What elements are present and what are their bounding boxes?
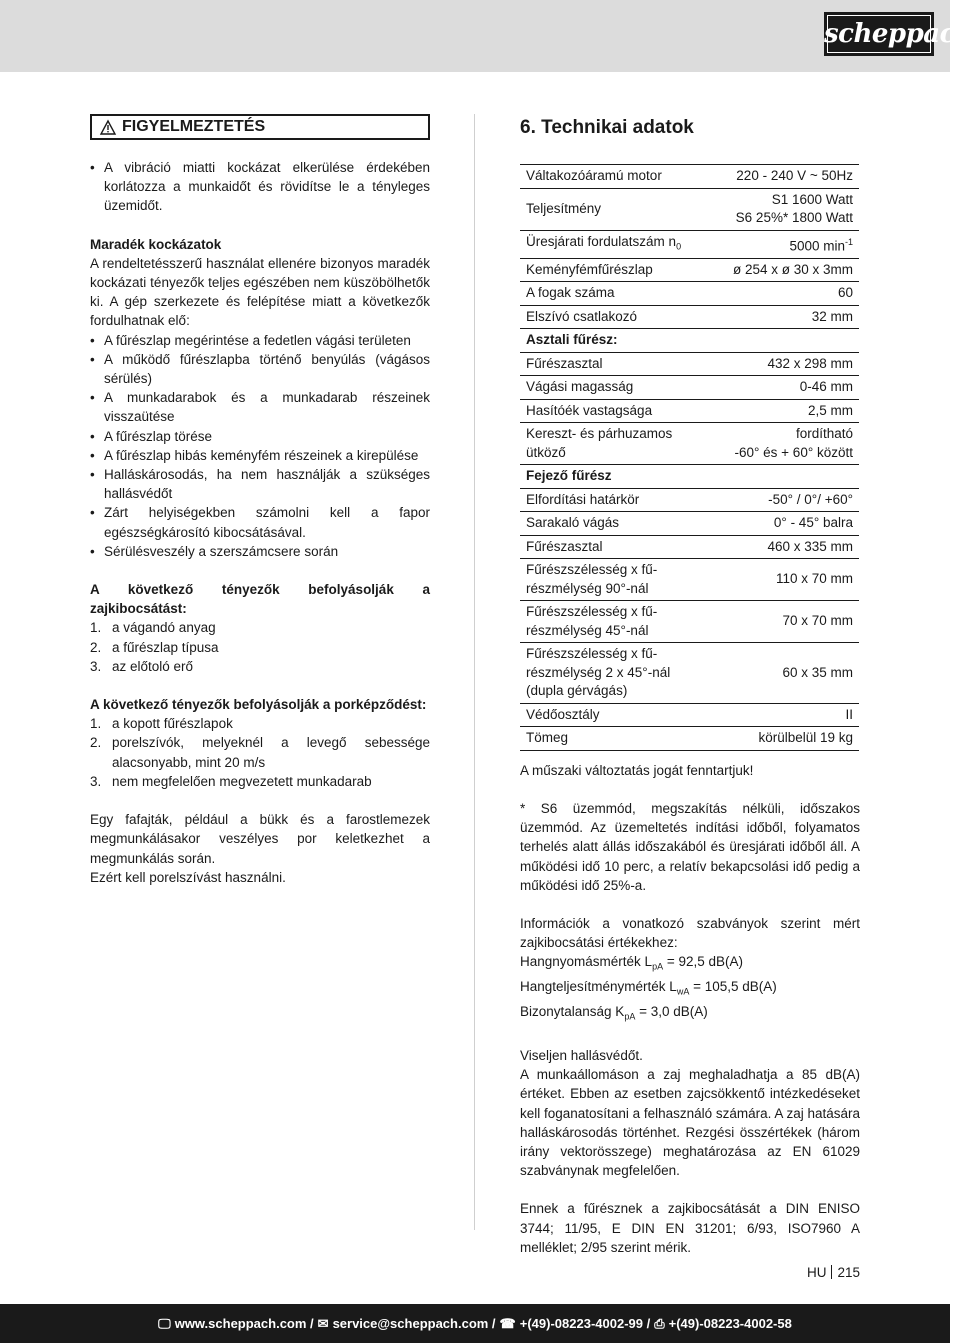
list-item: • Zárt helyiségekben számolni kell a fapor egészségkárosító kibocsátásával. — [90, 503, 430, 541]
section-title: 6. Technikai adatok — [520, 117, 694, 138]
warning-title: FIGYELMEZTETÉS — [122, 118, 266, 136]
spec-value: -50° / 0°/ +60° — [709, 488, 859, 512]
list-item: • Halláskárosodás, ha nem használják a szükséges hallásvédőt — [90, 465, 430, 503]
spec-label: Sarakaló vágás — [520, 512, 709, 536]
noise-factors-heading: A következő tényezők befolyásolják a zajkibocsátást: — [90, 582, 430, 617]
spec-label: Vágási magasság — [520, 376, 709, 400]
spec-label: Teljesítmény — [520, 188, 709, 230]
table-row — [520, 258, 859, 282]
table-row — [520, 165, 859, 189]
table-row — [520, 399, 859, 423]
dust-factors-heading: A következő tényezők befolyásolják a porképződést: — [90, 697, 427, 713]
tech-data-table — [520, 164, 859, 751]
spec-value: 432 x 298 mm — [709, 352, 859, 376]
email-icon: ✉ — [317, 1315, 329, 1331]
noise-line-3: Bizonytalanság $K_{pA} = 3,0$ dB(A) — [520, 1004, 708, 1022]
spec-value: 460 x 335 mm — [709, 535, 859, 559]
warning-triangle-icon — [100, 120, 116, 135]
table-row — [520, 352, 859, 376]
list-item: 3. nem megfelelően megvezetett munkadarab — [90, 773, 372, 789]
spec-label: Tömeg — [520, 727, 709, 751]
column-divider — [474, 114, 475, 1230]
table-row — [520, 535, 859, 559]
table-row — [520, 559, 859, 601]
phone-number: +(49)-08223-4002-99 / — [519, 1316, 651, 1331]
list-item: • Sérülésveszély a szerszámcsere során — [90, 542, 430, 561]
noise-line-2: Hangteljesítménymérték $L_{wA} = 105,5$ dB(A) — [520, 979, 777, 997]
list-item: • A fűrészlap törése — [90, 427, 430, 446]
right-column — [520, 114, 860, 1257]
spec-value: 0° - 45° balra — [709, 512, 859, 536]
noise-intro: Információk a vonatkozó szabványok szerint mért zajkibocsátási értékekhez: — [520, 915, 860, 951]
list-item: 1. a vágandó anyag — [90, 620, 216, 636]
table-row — [520, 305, 859, 329]
spec-label: Elfordítási határkör — [520, 488, 709, 512]
page-number — [780, 1265, 860, 1280]
spec-label: Védőosztály — [520, 703, 709, 727]
table-row — [520, 643, 859, 704]
computer-icon: 🖵 — [158, 1315, 171, 1331]
fax-icon: ⎙ — [654, 1315, 665, 1331]
spec-value: 32 mm — [709, 305, 859, 329]
s6-note: * S6 üzemmód, megszakítás nélküli, időszakos üzemmód. Az üzemeltetés indítási időből, folyamatos terhelés alatt állás időszakából és üresjárati időből áll. A működési idő 10 perc, a relatív bekapcsolási idő pedig a működési idő 25%-a. — [520, 800, 860, 893]
warning-list — [90, 158, 430, 216]
table-row — [520, 512, 859, 536]
table-row — [520, 282, 859, 306]
spec-value: S1 1600 Watt S6 25%* 1800 Watt — [709, 188, 859, 230]
spec-label: A fogak száma — [520, 282, 709, 306]
contact-footer — [0, 1304, 950, 1343]
spec-value: 2,5 mm — [709, 399, 859, 423]
spec-label: Asztali fűrész: — [520, 329, 709, 353]
list-item: • A fűrészlap hibás keményfém részeinek a kirepülése — [90, 446, 430, 465]
list-item: • A munkadarabok és a munkadarab részeinek visszaütése — [90, 388, 430, 426]
spec-label: Üresjárati fordulatszám $n_0$ — [520, 230, 709, 258]
table-row — [520, 488, 859, 512]
residual-intro: A rendeltetésszerű használat ellenére bizonyos maradék kockázati tényezők teljes egészében nem küszöbölhetők ki. A gép szerkezete és felépítése miatt a következők fordulhatnak elő: — [90, 255, 430, 329]
warning-bullet: • A vibráció miatti kockázat elkerülése érdekében korlátozza a munkaidőt és rövidítse le a tényleges üzemidőt. — [90, 158, 430, 216]
dust-factors-list — [90, 714, 430, 791]
spec-label: Fűrészasztal — [520, 535, 709, 559]
fax-number: +(49)-08223-4002-58 — [668, 1316, 792, 1331]
list-item: • A fűrészlap megérintése a fedetlen vágási területen — [90, 331, 430, 350]
spec-value — [709, 465, 859, 489]
scheppach-logo: scheppach — [824, 12, 934, 56]
spec-value: 110 x 70 mm — [709, 559, 859, 601]
list-item: 3. az előtoló erő — [90, 658, 194, 674]
noise-factors-list — [90, 618, 430, 676]
dust-paragraph-2: Ezért kell porelszívást használni. — [90, 869, 286, 885]
list-item: 2. a fűrészlap típusa — [90, 639, 219, 655]
list-item: 1. a kopott fűrészlapok — [90, 716, 233, 732]
table-row — [520, 465, 859, 489]
standards-paragraph: Ennek a fűrésznek a zajkibocsátását a DIN ENISO 3744; 11/95, E DIN EN 31201; 6/93, ISO7960 A melléklet; 2/95 szerint mérik. — [520, 1201, 860, 1255]
table-row — [520, 703, 859, 727]
phone-icon: ☎ — [499, 1315, 516, 1331]
spec-value: körülbelül 19 kg — [709, 727, 859, 751]
spec-label: Kereszt- és párhuzamos ütköző — [520, 423, 709, 465]
spec-label: Hasítóék vastagsága — [520, 399, 709, 423]
list-item: • A működő fűrészlapba történő benyúlás (vágásos sérülés) — [90, 350, 430, 388]
hearing-paragraph: A munkaállomáson a zaj meghaladhatja a 85 dB(A) értéket. Ebben az esetben zajcsökkentő intézkedéseket kell foganatosítani a felhasználó számára. A zaj hatására halláskárosodás történhet. Rezgési összértékek (három irány vektorösszege) meghatározása az EN 61029 szabványnak megfelelően. — [520, 1067, 860, 1179]
residual-list — [90, 331, 430, 561]
hearing-line: Viseljen hallásvédőt. — [520, 1047, 643, 1063]
table-row — [520, 423, 859, 465]
spec-value: 60 — [709, 282, 859, 306]
left-column — [90, 114, 430, 887]
table-row — [520, 188, 859, 230]
spec-label: Fűrészszélesség x fű- részmélység 45°-nál — [520, 601, 709, 643]
spec-label: Keményfémfűrészlap — [520, 258, 709, 282]
spec-label: Váltakozóáramú motor — [520, 165, 709, 189]
spec-value — [709, 329, 859, 353]
email-link[interactable]: service@scheppach.com / — [332, 1316, 496, 1331]
website-link[interactable]: www.scheppach.com / — [174, 1316, 314, 1331]
spec-value: 220 - 240 V ~ 50Hz — [709, 165, 859, 189]
spec-label: Elszívó csatlakozó — [520, 305, 709, 329]
spec-value: 0-46 mm — [709, 376, 859, 400]
table-row — [520, 230, 859, 258]
list-item: 2. porelszívók, melyeknél a levegő sebessége alacsonyabb, mint 20 m/s — [90, 735, 430, 770]
spec-label: Fűrészasztal — [520, 352, 709, 376]
spec-value: 70 x 70 mm — [709, 601, 859, 643]
spec-label: Fejező fűrész — [520, 465, 709, 489]
language-code: HU — [806, 1265, 827, 1280]
spec-label: Fűrészszélesség x fű- részmélység 2 x 45°-nál (dupla gérvágás) — [520, 643, 709, 704]
header-bar — [0, 0, 973, 72]
spec-value: 5000 $\min^{-1}$ — [709, 230, 859, 258]
spec-value: ø 254 x ø 30 x 3mm — [709, 258, 859, 282]
page-num: 215 — [837, 1265, 860, 1280]
spec-value: 60 x 35 mm — [709, 643, 859, 704]
table-row — [520, 329, 859, 353]
dust-paragraph: Egy fafajták, például a bükk és a farostlemezek megmunkálásakor veszélyes por keletkezhet a megmunkálás során. — [90, 812, 430, 866]
table-row — [520, 376, 859, 400]
table-row — [520, 601, 859, 643]
residual-heading: Maradék kockázatok — [90, 236, 222, 252]
change-note: A műszaki változtatás jogát fenntartjuk! — [520, 762, 754, 778]
table-row — [520, 727, 859, 751]
spec-value: fordítható -60° és + 60° között — [709, 423, 859, 465]
spec-value: II — [709, 703, 859, 727]
noise-line-1: Hangnyomásmérték $L_{pA} = 92,5$ dB(A) — [520, 954, 743, 972]
warning-box — [90, 114, 430, 140]
spec-label: Fűrészszélesség x fű- részmélység 90°-nál — [520, 559, 709, 601]
